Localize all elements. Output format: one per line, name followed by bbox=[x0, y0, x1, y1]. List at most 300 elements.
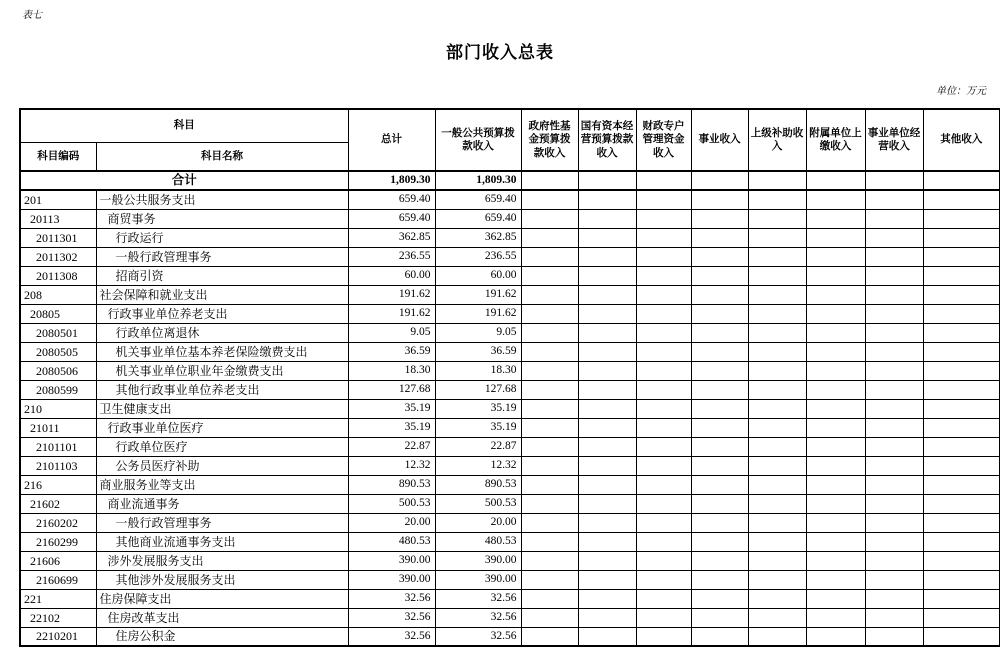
empty-value-cell bbox=[578, 570, 636, 589]
empty-value-cell bbox=[521, 323, 578, 342]
subject-name-cell: 商贸事务 bbox=[96, 209, 348, 228]
empty-value-cell bbox=[578, 532, 636, 551]
empty-value-cell bbox=[748, 494, 806, 513]
empty-value-cell bbox=[748, 342, 806, 361]
total-value-cell: 60.00 bbox=[348, 266, 435, 285]
empty-value-cell bbox=[806, 323, 865, 342]
empty-value-cell bbox=[748, 380, 806, 399]
empty-value-cell bbox=[691, 323, 748, 342]
page-title: 部门收入总表 bbox=[446, 43, 554, 62]
empty-value-cell bbox=[521, 475, 578, 494]
empty-value-cell bbox=[923, 551, 1000, 570]
empty-value-cell bbox=[691, 475, 748, 494]
subject-code-cell: 221 bbox=[20, 589, 96, 608]
empty-value-cell bbox=[865, 399, 923, 418]
empty-value-cell bbox=[748, 171, 806, 190]
empty-value-cell bbox=[578, 589, 636, 608]
empty-value-cell bbox=[748, 266, 806, 285]
empty-value-cell bbox=[806, 608, 865, 627]
empty-value-cell bbox=[923, 437, 1000, 456]
empty-value-cell bbox=[806, 456, 865, 475]
empty-value-cell bbox=[806, 532, 865, 551]
total-value-cell: 191.62 bbox=[348, 285, 435, 304]
total-value-cell: 191.62 bbox=[348, 304, 435, 323]
empty-value-cell bbox=[748, 418, 806, 437]
table-row bbox=[20, 513, 1000, 532]
empty-value-cell bbox=[748, 570, 806, 589]
total-value-cell: 236.55 bbox=[348, 247, 435, 266]
empty-value-cell bbox=[578, 323, 636, 342]
empty-value-cell bbox=[578, 361, 636, 380]
empty-value-cell bbox=[923, 494, 1000, 513]
empty-value-cell bbox=[636, 190, 691, 209]
general-budget-value-cell: 22.87 bbox=[435, 437, 521, 456]
total-value-cell: 35.19 bbox=[348, 418, 435, 437]
total-value-cell: 362.85 bbox=[348, 228, 435, 247]
subject-name-cell: 其他涉外发展服务支出 bbox=[96, 570, 348, 589]
header-subject-group: 科目 bbox=[20, 109, 348, 142]
table-row bbox=[20, 380, 1000, 399]
empty-value-cell bbox=[806, 171, 865, 190]
empty-value-cell bbox=[923, 304, 1000, 323]
subject-name-cell: 机关事业单位基本养老保险缴费支出 bbox=[96, 342, 348, 361]
empty-value-cell bbox=[806, 209, 865, 228]
unit-note: 单位：万元 bbox=[936, 86, 986, 97]
empty-value-cell bbox=[521, 627, 578, 646]
general-budget-value-cell: 236.55 bbox=[435, 247, 521, 266]
table-row bbox=[20, 247, 1000, 266]
empty-value-cell bbox=[521, 304, 578, 323]
subject-code-cell: 2080506 bbox=[20, 361, 96, 380]
empty-value-cell bbox=[578, 608, 636, 627]
empty-value-cell bbox=[691, 190, 748, 209]
subject-code-cell: 2080599 bbox=[20, 380, 96, 399]
general-budget-value-cell: 659.40 bbox=[435, 190, 521, 209]
table-row bbox=[20, 437, 1000, 456]
subject-code-cell: 2160299 bbox=[20, 532, 96, 551]
subject-code-cell: 210 bbox=[20, 399, 96, 418]
subject-code-cell: 216 bbox=[20, 475, 96, 494]
empty-value-cell bbox=[691, 513, 748, 532]
table-row bbox=[20, 228, 1000, 247]
empty-value-cell bbox=[578, 513, 636, 532]
subject-name-cell: 招商引资 bbox=[96, 266, 348, 285]
table-row bbox=[20, 494, 1000, 513]
empty-value-cell bbox=[578, 342, 636, 361]
subject-name-cell: 公务员医疗补助 bbox=[96, 456, 348, 475]
empty-value-cell bbox=[521, 494, 578, 513]
empty-value-cell bbox=[865, 418, 923, 437]
empty-value-cell bbox=[636, 209, 691, 228]
empty-value-cell bbox=[636, 589, 691, 608]
total-value-cell: 9.05 bbox=[348, 323, 435, 342]
empty-value-cell bbox=[578, 418, 636, 437]
general-budget-value-cell: 500.53 bbox=[435, 494, 521, 513]
table-row bbox=[20, 399, 1000, 418]
table-header bbox=[20, 109, 1000, 171]
general-budget-value-cell: 32.56 bbox=[435, 627, 521, 646]
subject-name-cell: 卫生健康支出 bbox=[96, 399, 348, 418]
general-budget-value-cell: 36.59 bbox=[435, 342, 521, 361]
subject-name-cell: 其他行政事业单位养老支出 bbox=[96, 380, 348, 399]
empty-value-cell bbox=[923, 456, 1000, 475]
general-budget-value-cell: 127.68 bbox=[435, 380, 521, 399]
empty-value-cell bbox=[521, 551, 578, 570]
subject-name-cell: 行政单位离退休 bbox=[96, 323, 348, 342]
empty-value-cell bbox=[636, 437, 691, 456]
empty-value-cell bbox=[923, 475, 1000, 494]
table-row bbox=[20, 285, 1000, 304]
table-row bbox=[20, 551, 1000, 570]
empty-value-cell bbox=[865, 247, 923, 266]
empty-value-cell bbox=[806, 361, 865, 380]
empty-value-cell bbox=[923, 247, 1000, 266]
header-col-business-income: 事业收入 bbox=[691, 109, 748, 171]
total-value-cell: 32.56 bbox=[348, 589, 435, 608]
empty-value-cell bbox=[636, 475, 691, 494]
empty-value-cell bbox=[748, 456, 806, 475]
empty-value-cell bbox=[748, 532, 806, 551]
empty-value-cell bbox=[691, 494, 748, 513]
empty-value-cell bbox=[748, 399, 806, 418]
subject-code-cell: 2101101 bbox=[20, 437, 96, 456]
empty-value-cell bbox=[748, 475, 806, 494]
empty-value-cell bbox=[748, 304, 806, 323]
empty-value-cell bbox=[748, 190, 806, 209]
empty-value-cell bbox=[636, 247, 691, 266]
table-row bbox=[20, 190, 1000, 209]
header-col-superior-subsidy-income: 上级补助收入 bbox=[748, 109, 806, 171]
subject-code-cell: 2160202 bbox=[20, 513, 96, 532]
table-row bbox=[20, 589, 1000, 608]
empty-value-cell bbox=[691, 171, 748, 190]
subject-code-cell: 201 bbox=[20, 190, 96, 209]
general-budget-value-cell: 191.62 bbox=[435, 304, 521, 323]
empty-value-cell bbox=[865, 475, 923, 494]
empty-value-cell bbox=[691, 589, 748, 608]
subject-code-cell: 21606 bbox=[20, 551, 96, 570]
empty-value-cell bbox=[806, 247, 865, 266]
total-value-cell: 659.40 bbox=[348, 209, 435, 228]
empty-value-cell bbox=[691, 570, 748, 589]
empty-value-cell bbox=[691, 228, 748, 247]
general-budget-value-cell: 9.05 bbox=[435, 323, 521, 342]
header-subject-code: 科目编码 bbox=[20, 142, 96, 171]
empty-value-cell bbox=[923, 323, 1000, 342]
subject-name-cell: 社会保障和就业支出 bbox=[96, 285, 348, 304]
income-summary-table bbox=[19, 108, 1000, 647]
empty-value-cell bbox=[865, 266, 923, 285]
empty-value-cell bbox=[865, 342, 923, 361]
empty-value-cell bbox=[691, 399, 748, 418]
general-budget-value-cell: 890.53 bbox=[435, 475, 521, 494]
empty-value-cell bbox=[748, 627, 806, 646]
general-budget-value-cell: 35.19 bbox=[435, 418, 521, 437]
empty-value-cell bbox=[636, 513, 691, 532]
header-col-business-unit-operating-income: 事业单位经营收入 bbox=[865, 109, 923, 171]
empty-value-cell bbox=[748, 209, 806, 228]
empty-value-cell bbox=[806, 570, 865, 589]
empty-value-cell bbox=[923, 399, 1000, 418]
total-value-cell: 480.53 bbox=[348, 532, 435, 551]
empty-value-cell bbox=[748, 247, 806, 266]
header-col-government-fund-budget-appropriation: 政府性基金预算拨款收入 bbox=[521, 109, 578, 171]
empty-value-cell bbox=[748, 361, 806, 380]
empty-value-cell bbox=[923, 342, 1000, 361]
subject-name-cell: 一般行政管理事务 bbox=[96, 513, 348, 532]
table-row bbox=[20, 475, 1000, 494]
empty-value-cell bbox=[806, 285, 865, 304]
total-value-cell: 35.19 bbox=[348, 399, 435, 418]
table-row bbox=[20, 323, 1000, 342]
table-row bbox=[20, 342, 1000, 361]
empty-value-cell bbox=[865, 361, 923, 380]
empty-value-cell bbox=[923, 209, 1000, 228]
empty-value-cell bbox=[636, 380, 691, 399]
subject-code-cell: 20805 bbox=[20, 304, 96, 323]
subject-name-cell: 一般公共服务支出 bbox=[96, 190, 348, 209]
empty-value-cell bbox=[691, 266, 748, 285]
subject-code-cell: 21011 bbox=[20, 418, 96, 437]
empty-value-cell bbox=[806, 266, 865, 285]
empty-value-cell bbox=[691, 361, 748, 380]
general-budget-value-cell: 18.30 bbox=[435, 361, 521, 380]
empty-value-cell bbox=[521, 342, 578, 361]
empty-value-cell bbox=[521, 513, 578, 532]
empty-value-cell bbox=[578, 380, 636, 399]
header-col-total: 总计 bbox=[348, 109, 435, 171]
empty-value-cell bbox=[578, 627, 636, 646]
empty-value-cell bbox=[923, 228, 1000, 247]
empty-value-cell bbox=[578, 304, 636, 323]
general-budget-value-cell: 659.40 bbox=[435, 209, 521, 228]
general-budget-value-cell: 35.19 bbox=[435, 399, 521, 418]
empty-value-cell bbox=[691, 532, 748, 551]
subject-code-cell: 22102 bbox=[20, 608, 96, 627]
empty-value-cell bbox=[521, 228, 578, 247]
subject-name-cell: 住房公积金 bbox=[96, 627, 348, 646]
subject-name-cell: 行政单位医疗 bbox=[96, 437, 348, 456]
empty-value-cell bbox=[636, 228, 691, 247]
empty-value-cell bbox=[806, 342, 865, 361]
empty-value-cell bbox=[806, 475, 865, 494]
header-col-affiliated-unit-remittance-income: 附属单位上缴收入 bbox=[806, 109, 865, 171]
empty-value-cell bbox=[806, 551, 865, 570]
total-value-cell: 890.53 bbox=[348, 475, 435, 494]
table-row bbox=[20, 608, 1000, 627]
general-budget-value-cell: 390.00 bbox=[435, 551, 521, 570]
subject-name-cell: 涉外发展服务支出 bbox=[96, 551, 348, 570]
subject-name-cell: 机关事业单位职业年金缴费支出 bbox=[96, 361, 348, 380]
empty-value-cell bbox=[806, 380, 865, 399]
empty-value-cell bbox=[748, 437, 806, 456]
empty-value-cell bbox=[748, 285, 806, 304]
empty-value-cell bbox=[923, 190, 1000, 209]
subject-code-cell: 2011308 bbox=[20, 266, 96, 285]
total-value-cell: 500.53 bbox=[348, 494, 435, 513]
empty-value-cell bbox=[806, 437, 865, 456]
total-row bbox=[20, 171, 1000, 190]
sheet-label: 表七 bbox=[22, 10, 42, 21]
header-col-state-capital-operating-budget-appropriation: 国有资本经营预算拨款收入 bbox=[578, 109, 636, 171]
empty-value-cell bbox=[691, 608, 748, 627]
empty-value-cell bbox=[691, 304, 748, 323]
empty-value-cell bbox=[923, 361, 1000, 380]
empty-value-cell bbox=[865, 209, 923, 228]
general-budget-value-cell: 20.00 bbox=[435, 513, 521, 532]
empty-value-cell bbox=[521, 361, 578, 380]
empty-value-cell bbox=[865, 437, 923, 456]
general-budget-value-cell: 32.56 bbox=[435, 589, 521, 608]
total-value-cell: 127.68 bbox=[348, 380, 435, 399]
empty-value-cell bbox=[578, 247, 636, 266]
table-row bbox=[20, 304, 1000, 323]
empty-value-cell bbox=[636, 399, 691, 418]
table-row bbox=[20, 266, 1000, 285]
empty-value-cell bbox=[748, 608, 806, 627]
empty-value-cell bbox=[923, 266, 1000, 285]
empty-value-cell bbox=[806, 399, 865, 418]
empty-value-cell bbox=[521, 456, 578, 475]
general-budget-value-cell: 32.56 bbox=[435, 608, 521, 627]
table-row bbox=[20, 570, 1000, 589]
empty-value-cell bbox=[636, 171, 691, 190]
subject-code-cell: 2011301 bbox=[20, 228, 96, 247]
empty-value-cell bbox=[636, 494, 691, 513]
total-value-cell: 659.40 bbox=[348, 190, 435, 209]
empty-value-cell bbox=[636, 551, 691, 570]
empty-value-cell bbox=[691, 418, 748, 437]
total-value-cell: 32.56 bbox=[348, 608, 435, 627]
empty-value-cell bbox=[865, 532, 923, 551]
empty-value-cell bbox=[521, 285, 578, 304]
total-value-cell: 36.59 bbox=[348, 342, 435, 361]
header-col-other-income: 其他收入 bbox=[923, 109, 1000, 171]
subject-name-cell: 行政事业单位医疗 bbox=[96, 418, 348, 437]
subject-code-cell: 208 bbox=[20, 285, 96, 304]
total-value-cell: 1,809.30 bbox=[348, 171, 435, 190]
table-row bbox=[20, 627, 1000, 646]
empty-value-cell bbox=[923, 513, 1000, 532]
empty-value-cell bbox=[636, 342, 691, 361]
empty-value-cell bbox=[691, 285, 748, 304]
empty-value-cell bbox=[636, 608, 691, 627]
empty-value-cell bbox=[578, 209, 636, 228]
empty-value-cell bbox=[521, 418, 578, 437]
subject-code-cell: 20113 bbox=[20, 209, 96, 228]
empty-value-cell bbox=[578, 399, 636, 418]
empty-value-cell bbox=[691, 380, 748, 399]
empty-value-cell bbox=[578, 551, 636, 570]
empty-value-cell bbox=[521, 247, 578, 266]
empty-value-cell bbox=[923, 608, 1000, 627]
empty-value-cell bbox=[806, 228, 865, 247]
empty-value-cell bbox=[521, 589, 578, 608]
empty-value-cell bbox=[865, 323, 923, 342]
table-row bbox=[20, 418, 1000, 437]
header-col-general-public-budget-appropriation: 一般公共预算拨款收入 bbox=[435, 109, 521, 171]
subject-name-cell: 商业流通事务 bbox=[96, 494, 348, 513]
empty-value-cell bbox=[521, 380, 578, 399]
empty-value-cell bbox=[636, 323, 691, 342]
empty-value-cell bbox=[923, 627, 1000, 646]
empty-value-cell bbox=[578, 285, 636, 304]
subject-code-cell: 2011302 bbox=[20, 247, 96, 266]
empty-value-cell bbox=[521, 532, 578, 551]
empty-value-cell bbox=[865, 627, 923, 646]
empty-value-cell bbox=[865, 171, 923, 190]
total-value-cell: 12.32 bbox=[348, 456, 435, 475]
empty-value-cell bbox=[865, 513, 923, 532]
empty-value-cell bbox=[636, 304, 691, 323]
empty-value-cell bbox=[806, 589, 865, 608]
header-subject-name: 科目名称 bbox=[96, 142, 348, 171]
subject-code-cell: 2101103 bbox=[20, 456, 96, 475]
general-budget-value-cell: 60.00 bbox=[435, 266, 521, 285]
general-budget-value-cell: 362.85 bbox=[435, 228, 521, 247]
empty-value-cell bbox=[865, 589, 923, 608]
total-value-cell: 22.87 bbox=[348, 437, 435, 456]
subject-name-cell: 住房保障支出 bbox=[96, 589, 348, 608]
empty-value-cell bbox=[806, 304, 865, 323]
empty-value-cell bbox=[865, 551, 923, 570]
empty-value-cell bbox=[636, 627, 691, 646]
table-body bbox=[20, 171, 1000, 646]
subject-name-cell: 行政事业单位养老支出 bbox=[96, 304, 348, 323]
subject-code-cell: 2080501 bbox=[20, 323, 96, 342]
empty-value-cell bbox=[691, 456, 748, 475]
total-value-cell: 32.56 bbox=[348, 627, 435, 646]
empty-value-cell bbox=[865, 228, 923, 247]
subject-name-cell: 商业服务业等支出 bbox=[96, 475, 348, 494]
empty-value-cell bbox=[865, 608, 923, 627]
general-budget-value-cell: 12.32 bbox=[435, 456, 521, 475]
empty-value-cell bbox=[748, 589, 806, 608]
empty-value-cell bbox=[923, 380, 1000, 399]
empty-value-cell bbox=[691, 437, 748, 456]
empty-value-cell bbox=[806, 494, 865, 513]
empty-value-cell bbox=[691, 551, 748, 570]
empty-value-cell bbox=[521, 190, 578, 209]
subject-name-cell: 其他商业流通事务支出 bbox=[96, 532, 348, 551]
empty-value-cell bbox=[578, 456, 636, 475]
total-value-cell: 390.00 bbox=[348, 570, 435, 589]
empty-value-cell bbox=[521, 399, 578, 418]
empty-value-cell bbox=[806, 627, 865, 646]
table-row bbox=[20, 209, 1000, 228]
empty-value-cell bbox=[578, 228, 636, 247]
empty-value-cell bbox=[806, 418, 865, 437]
empty-value-cell bbox=[521, 570, 578, 589]
empty-value-cell bbox=[748, 323, 806, 342]
total-row-label: 合计 bbox=[20, 171, 348, 190]
general-budget-value-cell: 1,809.30 bbox=[435, 171, 521, 190]
empty-value-cell bbox=[748, 228, 806, 247]
empty-value-cell bbox=[521, 608, 578, 627]
header-col-fiscal-special-account-funds: 财政专户管理资金收入 bbox=[636, 109, 691, 171]
table-row bbox=[20, 456, 1000, 475]
empty-value-cell bbox=[578, 190, 636, 209]
empty-value-cell bbox=[748, 551, 806, 570]
empty-value-cell bbox=[636, 456, 691, 475]
subject-code-cell: 2080505 bbox=[20, 342, 96, 361]
empty-value-cell bbox=[865, 494, 923, 513]
empty-value-cell bbox=[923, 418, 1000, 437]
empty-value-cell bbox=[578, 266, 636, 285]
empty-value-cell bbox=[691, 247, 748, 266]
empty-value-cell bbox=[636, 532, 691, 551]
general-budget-value-cell: 390.00 bbox=[435, 570, 521, 589]
